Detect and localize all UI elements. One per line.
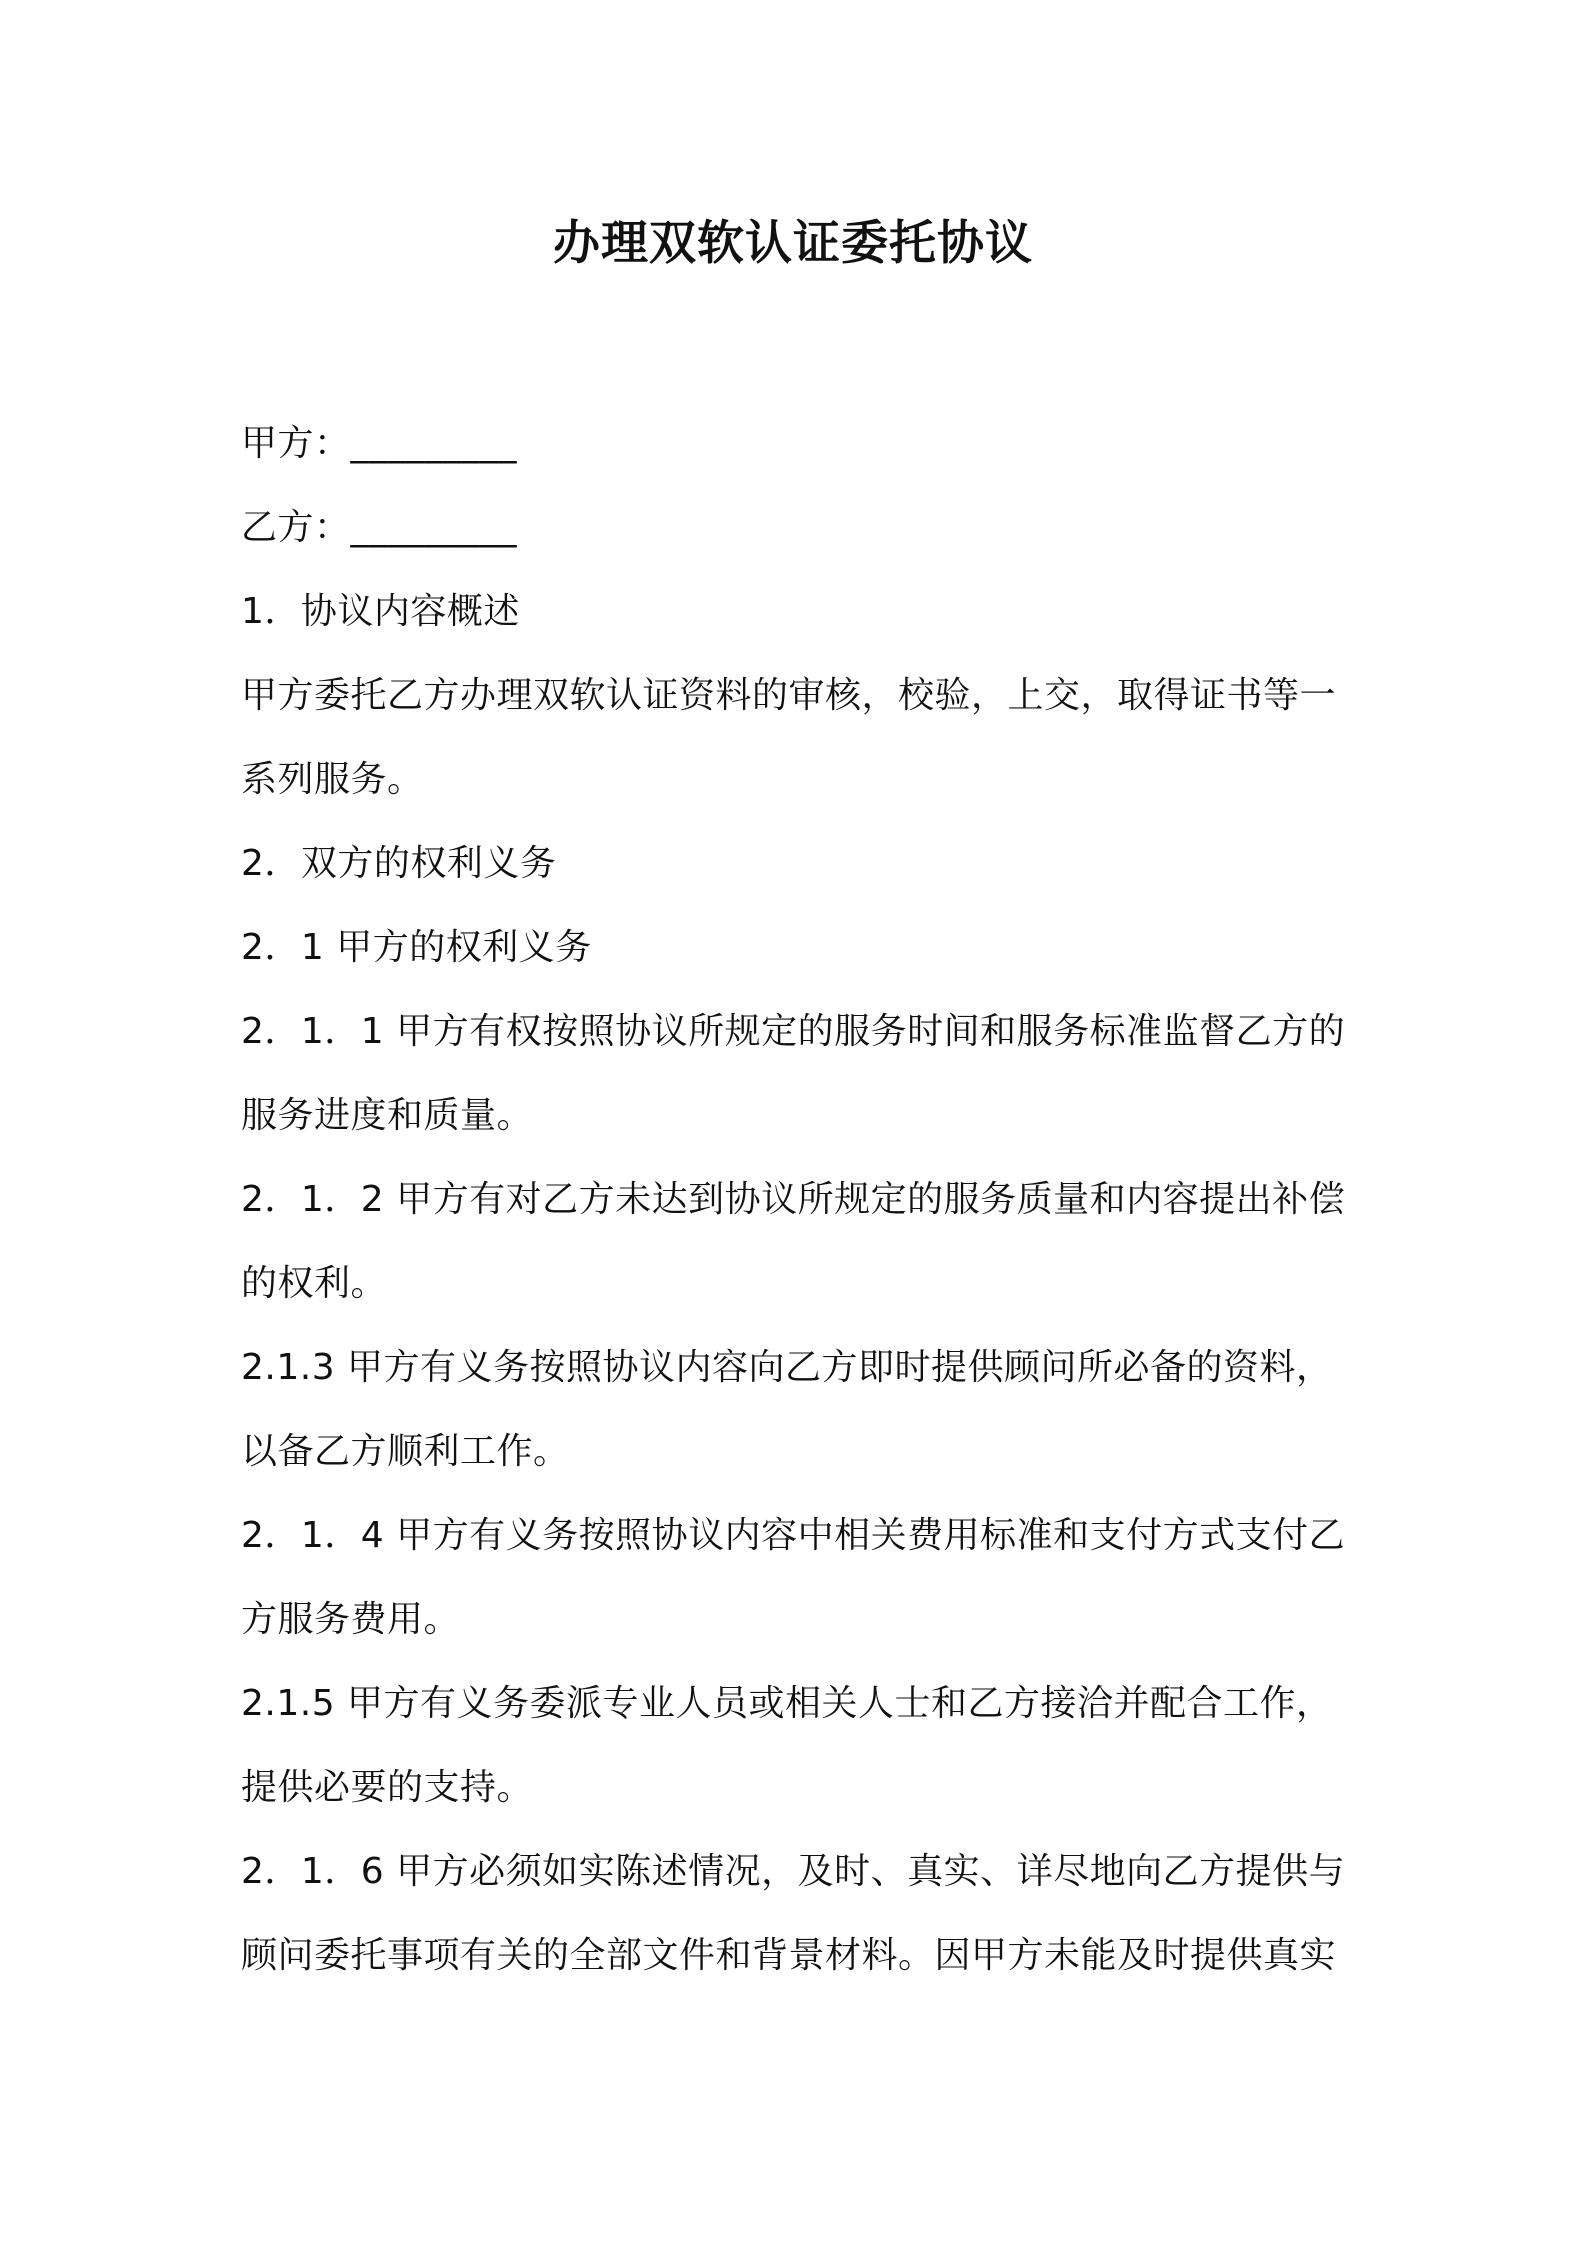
clause-2-1-6: 2．1．6 甲方必须如实陈述情况，及时、真实、详尽地向乙方提供与 [241, 1851, 1346, 1892]
paragraph-line: 以备乙方顺利工作。 [241, 1431, 570, 1472]
section-2-heading: 2．双方的权利义务 [241, 843, 557, 884]
section-1-heading: 1．协议内容概述 [241, 591, 520, 632]
clause-2-1-4: 2．1．4 甲方有义务按照协议内容中相关费用标准和支付方式支付乙 [241, 1515, 1346, 1556]
paragraph-line: 甲方委托乙方办理双软认证资料的审核，校验，上交，取得证书等一 [241, 675, 1337, 716]
document-title: 办理双软认证委托协议 [553, 216, 1033, 271]
clause-2-1-3: 2.1.3 甲方有义务按照协议内容向乙方即时提供顾问所必备的资料， [241, 1347, 1333, 1388]
party-b-line: 乙方：_________ [241, 507, 518, 548]
paragraph-line: 系列服务。 [241, 759, 424, 800]
paragraph-line: 方服务费用。 [241, 1599, 461, 1640]
paragraph-line: 提供必要的支持。 [241, 1767, 534, 1808]
clause-2-1-2: 2．1．2 甲方有对乙方未达到协议所规定的服务质量和内容提出补偿 [241, 1179, 1346, 1220]
party-a-line: 甲方：_________ [241, 423, 518, 464]
paragraph-line: 顾问委托事项有关的全部文件和背景材料。因甲方未能及时提供真实 [241, 1935, 1337, 1976]
clause-2-1-1: 2．1．1 甲方有权按照协议所规定的服务时间和服务标准监督乙方的 [241, 1011, 1346, 1052]
paragraph-line: 的权利。 [241, 1263, 388, 1304]
document-body [241, 402, 1361, 1998]
clause-2-1-5: 2.1.5 甲方有义务委派专业人员或相关人士和乙方接洽并配合工作， [241, 1683, 1333, 1724]
paragraph-line: 服务进度和质量。 [241, 1095, 534, 1136]
section-2-1-heading: 2．1 甲方的权利义务 [241, 927, 592, 968]
